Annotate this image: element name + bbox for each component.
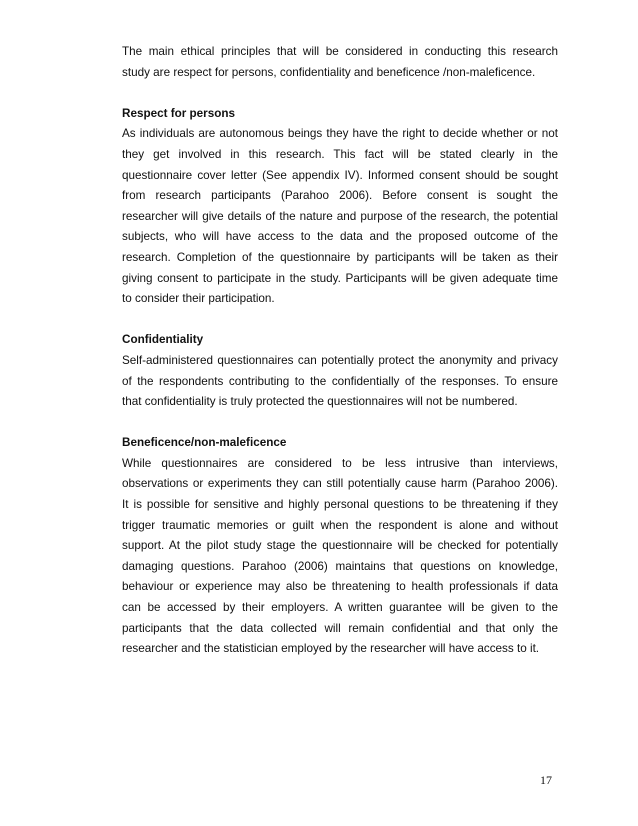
text-line: from research participants (Parahoo 2006). Before consent is sought the xyxy=(122,189,558,203)
text-line: behaviour or experience may also be threatening to health professionals if data xyxy=(122,580,558,594)
text-line: While questionnaires are considered to be less intrusive than interviews, xyxy=(122,456,558,470)
section-beneficence xyxy=(122,433,558,660)
text-line: It is possible for sensitive and highly personal questions to be threatening if they xyxy=(122,498,558,512)
text-line: support. At the pilot study stage the questionnaire will be checked for potentially xyxy=(122,539,558,553)
text-line: subjects, who will have access to the data and the proposed outcome of the xyxy=(122,230,558,244)
page-number: 17 xyxy=(540,773,552,787)
text-line: research. Completion of the questionnaire by participants will be taken as their xyxy=(122,250,558,264)
text-line: observations or experiments they can still potentially cause harm (Parahoo 2006). xyxy=(122,477,558,491)
section-heading: Respect for persons xyxy=(122,106,236,120)
text-line: researcher and the statistician employed by the researcher will have access to it. xyxy=(122,642,540,656)
text-line: can be accessed by their employers. A written guarantee will be given to the xyxy=(122,601,558,615)
section-respect-for-persons xyxy=(122,104,558,310)
text-line: researcher will give details of the nature and purpose of the research, the potential xyxy=(122,209,558,223)
text-line: they get involved in this research. This fact will be stated clearly in the xyxy=(122,147,558,161)
text-line: trigger traumatic memories or guilt when the respondent is alone and without xyxy=(122,518,558,532)
text-line: to consider their participation. xyxy=(122,292,275,306)
section-heading: Confidentiality xyxy=(122,333,204,347)
section-confidentiality xyxy=(122,330,558,412)
intro-paragraph xyxy=(122,42,558,83)
text-line: questionnaire cover letter (See appendix IV). Informed consent should be sought xyxy=(122,168,558,182)
text-line: participants that the data collected will remain confidential and that only the xyxy=(122,621,558,635)
text-line: damaging questions. Parahoo (2006) maintains that questions on knowledge, xyxy=(122,559,558,573)
text-line: As individuals are autonomous beings they have the right to decide whether or not xyxy=(122,127,558,141)
text-line: Self-administered questionnaires can potentially protect the anonymity and privacy xyxy=(122,353,558,367)
text-line: that confidentiality is truly protected the questionnaires will not be numbered. xyxy=(122,395,518,409)
text-line: of the respondents contributing to the confidentially of the responses. To ensure xyxy=(122,374,558,388)
text-line: giving consent to participate in the study. Participants will be given adequate time xyxy=(122,271,558,285)
text-line: The main ethical principles that will be considered in conducting this research xyxy=(122,45,558,58)
document-page xyxy=(122,42,558,660)
text-line: study are respect for persons, confidentiality and beneficence /non-maleficence. xyxy=(122,65,536,79)
section-heading: Beneficence/non-maleficence xyxy=(122,436,287,450)
